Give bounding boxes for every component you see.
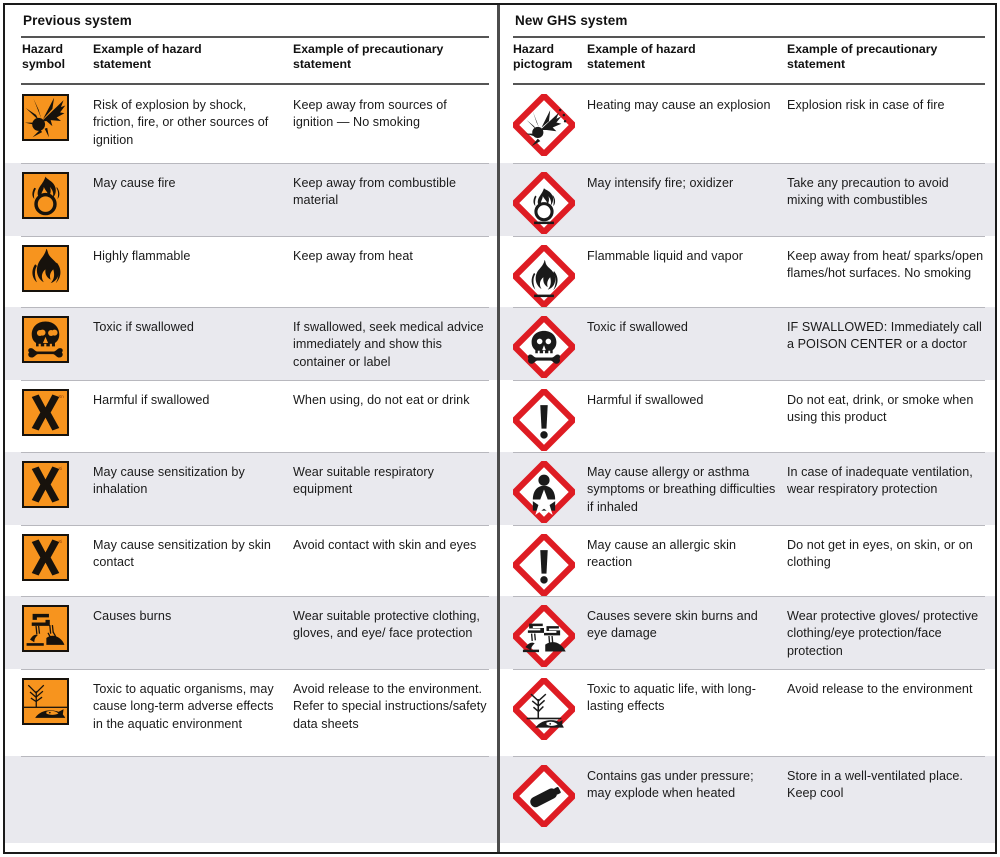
precautionary-statement: If swallowed, seek medical advice immediately and show this container or label [293, 320, 484, 369]
hazard-statement: Harmful if swallowed [93, 393, 210, 407]
hazard-statement: Harmful if swallowed [587, 393, 704, 407]
hazard-pictogram-cell [500, 380, 587, 389]
precautionary-statement: Avoid release to the environment [787, 682, 973, 696]
comparison-table [3, 3, 997, 854]
row-separator [513, 163, 985, 164]
precautionary-statement: Keep away from heat [293, 249, 413, 263]
table-row [5, 452, 497, 525]
col-head-line2: statement [787, 56, 846, 71]
precautionary-statement: Keep away from sources of ignition — No smoking [293, 98, 447, 130]
precautionary-statement: Do not eat, drink, or smoke when using this product [787, 393, 974, 425]
column-header-hazard-symbol [5, 42, 93, 71]
table-row [500, 596, 995, 669]
hazard-statement: Contains gas under pressure; may explode when heated [587, 769, 754, 801]
col-head-line2: statement [587, 56, 646, 71]
row-separator [21, 756, 489, 757]
table-row [5, 669, 497, 756]
precautionary-statement: IF SWALLOWED: Immediately call a POISON CENTER or a doctor [787, 320, 982, 352]
hazard-pictogram-cell [500, 669, 587, 678]
panel-previous-system [5, 5, 497, 852]
column-header-precautionary-statement [293, 42, 497, 71]
hazard-statement: Toxic if swallowed [93, 320, 194, 334]
column-headers-right [500, 38, 995, 83]
col-head-line2: statement [93, 56, 152, 71]
flammable-flame-icon [22, 245, 69, 292]
hazard-pictogram-cell [500, 163, 587, 172]
panel-title-new-ghs-system: New GHS system [515, 13, 628, 28]
rows-new-ghs-system [500, 85, 995, 852]
row-separator [21, 669, 489, 670]
corrosive-icon [22, 605, 69, 652]
hazard-statement: Heating may cause an explosion [587, 98, 771, 112]
precautionary-statement: Store in a well-ventilated place. Keep cool [787, 769, 963, 801]
table-row [500, 85, 995, 163]
panel-title-previous-system: Previous system [23, 13, 132, 28]
hazard-statement: May cause sensitization by inhalation [93, 465, 245, 497]
table-row [500, 525, 995, 596]
table-row [500, 163, 995, 236]
row-separator [21, 236, 489, 237]
panel-new-ghs-system [500, 5, 995, 852]
precautionary-statement: In case of inadequate ventilation, wear respiratory protection [787, 465, 973, 497]
hazard-pictogram-cell [500, 307, 587, 316]
rows-previous-system [5, 85, 497, 852]
hazard-symbol-cell [5, 163, 93, 219]
svg-text:Xi: Xi [58, 538, 63, 544]
hazard-symbol-cell [5, 669, 93, 725]
hazard-pictogram-cell [500, 596, 587, 605]
precautionary-statement: Avoid release to the environment. Refer to special instructions/safety data sheets [293, 682, 487, 731]
hazard-pictogram-cell [500, 452, 587, 461]
table-row [5, 380, 497, 452]
col-head-line1: Example of hazard [587, 42, 696, 56]
table-row [500, 756, 995, 843]
hazard-symbol-cell [5, 85, 93, 141]
hazard-statement: May cause allergy or asthma symptoms or breathing difficulties if inhaled [587, 465, 776, 514]
precautionary-statement [293, 756, 497, 768]
oxidizing-flame-over-circle-icon [22, 172, 69, 219]
column-header-hazard-statement [587, 42, 787, 71]
environment-dead-tree-fish-icon [22, 678, 69, 725]
hazard-statement [93, 756, 293, 768]
row-separator [21, 163, 489, 164]
hazard-pictogram-cell [500, 236, 587, 245]
row-separator [21, 380, 489, 381]
table-row [500, 380, 995, 452]
hazard-statement: Flammable liquid and vapor [587, 249, 744, 263]
hazard-statement: May intensify fire; oxidizer [587, 176, 734, 190]
table-row [500, 452, 995, 525]
hazard-statement: May cause sensitization by skin contact [93, 538, 271, 570]
precautionary-statement: Do not get in eyes, on skin, or on clothing [787, 538, 973, 570]
row-separator [513, 236, 985, 237]
col-head-line1: Hazard [513, 42, 555, 56]
row-separator [21, 596, 489, 597]
column-headers-left [5, 38, 497, 83]
hazard-symbol-cell [5, 307, 93, 363]
hazard-symbol-cell [5, 596, 93, 652]
harmful-st-andrews-cross-icon [22, 534, 69, 581]
column-header-hazard-statement [93, 42, 293, 71]
col-head-line1: Example of hazard [93, 42, 202, 56]
column-header-hazard-pictogram [500, 42, 587, 71]
hazard-statement: Causes burns [93, 609, 172, 623]
hazard-statement: Toxic to aquatic life, with long-lasting effects [587, 682, 756, 714]
table-row [5, 85, 497, 163]
svg-text:Xn: Xn [58, 393, 64, 399]
hazard-symbol-cell [5, 236, 93, 292]
hazard-symbol-cell [5, 525, 93, 581]
hazard-symbol-cell [5, 756, 93, 765]
precautionary-statement: Wear suitable respiratory equipment [293, 465, 435, 497]
precautionary-statement: Wear protective gloves/ protective clothing/eye protection/face protection [787, 609, 979, 658]
precautionary-statement: When using, do not eat or drink [293, 393, 470, 407]
row-separator [513, 380, 985, 381]
table-row [500, 307, 995, 380]
hazard-pictogram-cell [500, 756, 587, 765]
row-separator [513, 756, 985, 757]
hazard-symbol-cell [5, 452, 93, 508]
harmful-st-andrews-cross-icon [22, 389, 69, 436]
hazard-statement: Toxic to aquatic organisms, may cause long-term adverse effects in the aquatic environment [93, 682, 274, 731]
row-separator [513, 669, 985, 670]
precautionary-statement: Take any precaution to avoid mixing with combustibles [787, 176, 949, 208]
explosive-bomb-icon [22, 94, 69, 141]
table-row [5, 163, 497, 236]
hazard-statement: Highly flammable [93, 249, 191, 263]
table-row [5, 307, 497, 380]
hazard-pictogram-cell [500, 525, 587, 534]
precautionary-statement: Explosion risk in case of fire [787, 98, 945, 112]
hazard-pictogram-cell [500, 85, 587, 94]
svg-text:Xi: Xi [58, 465, 63, 471]
col-head-line1: Example of precautionary [293, 42, 444, 56]
harmful-st-andrews-cross-icon [22, 461, 69, 508]
hazard-statement: Causes severe skin burns and eye damage [587, 609, 758, 641]
row-separator [513, 525, 985, 526]
toxic-skull-crossbones-icon [22, 316, 69, 363]
row-separator [21, 307, 489, 308]
row-separator [21, 525, 489, 526]
table-row [5, 596, 497, 669]
row-separator [513, 307, 985, 308]
col-head-line2: pictogram [513, 56, 573, 71]
precautionary-statement: Avoid contact with skin and eyes [293, 538, 477, 552]
precautionary-statement: Keep away from heat/ sparks/open flames/hot surfaces. No smoking [787, 249, 984, 281]
hazard-statement: May cause an allergic skin reaction [587, 538, 736, 570]
col-head-line1: Example of precautionary [787, 42, 938, 56]
col-head-line1: Hazard [22, 42, 64, 56]
table-row [500, 236, 995, 307]
hazard-symbol-cell [5, 380, 93, 436]
precautionary-statement: Wear suitable protective clothing, gloves, and eye/ face protection [293, 609, 480, 641]
table-row-empty [5, 756, 497, 843]
table-row [500, 669, 995, 756]
table-row [5, 525, 497, 596]
hazard-statement: Toxic if swallowed [587, 320, 688, 334]
column-header-precautionary-statement [787, 42, 995, 71]
precautionary-statement: Keep away from combustible material [293, 176, 456, 208]
col-head-line2: statement [293, 56, 352, 71]
col-head-line2: symbol [22, 56, 66, 71]
row-separator [513, 452, 985, 453]
row-separator [21, 452, 489, 453]
hazard-statement: Risk of explosion by shock, friction, fire, or other sources of ignition [93, 98, 269, 147]
row-separator [513, 596, 985, 597]
hazard-statement: May cause fire [93, 176, 176, 190]
table-row [5, 236, 497, 307]
